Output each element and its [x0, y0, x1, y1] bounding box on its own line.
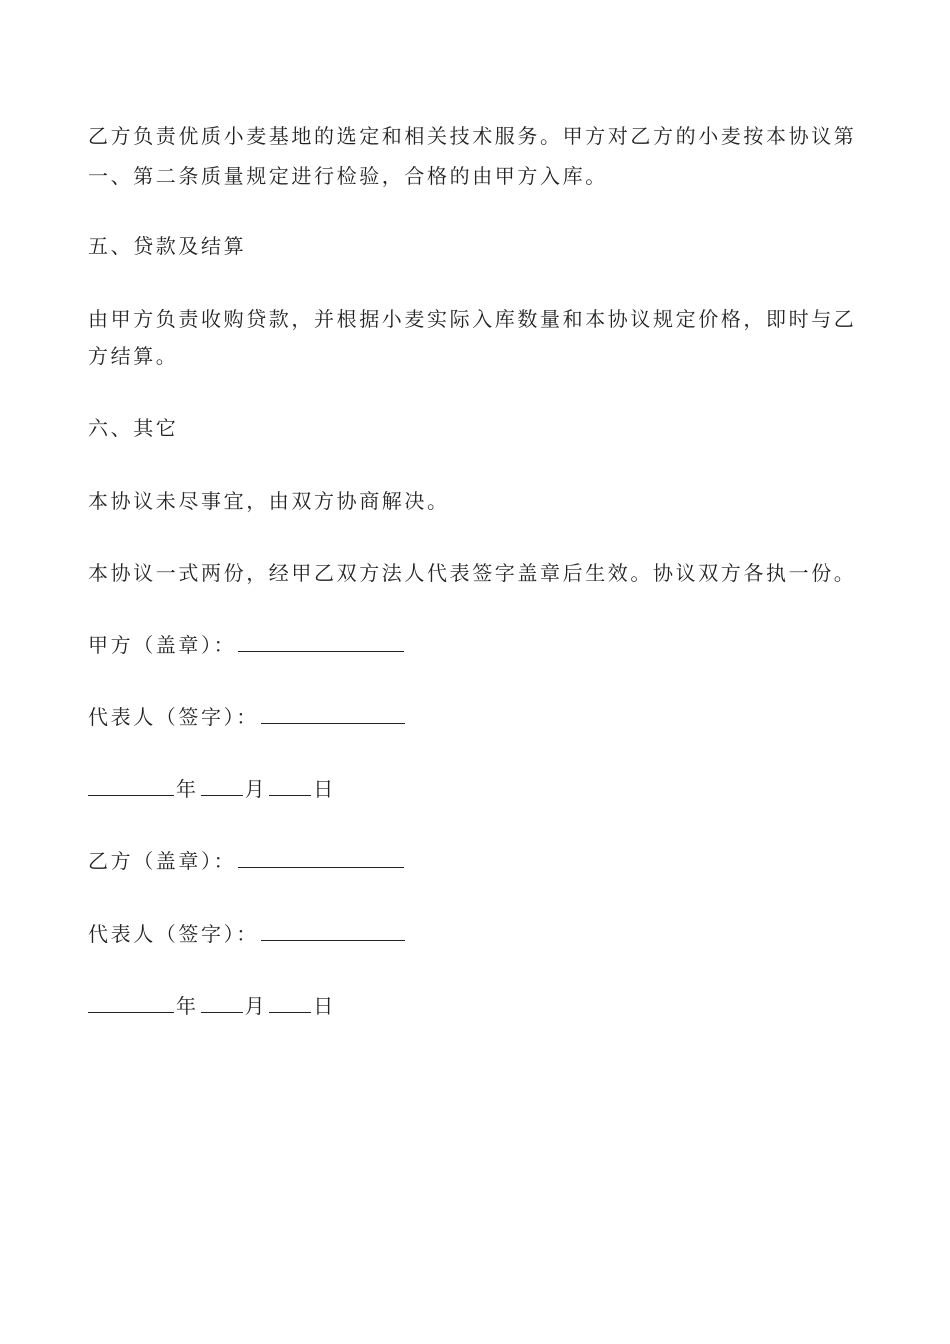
party-b-seal-blank — [238, 849, 404, 868]
party-a-year-label: 年 — [176, 777, 199, 801]
party-a-seal-blank — [238, 633, 404, 652]
party-b-month-blank — [201, 994, 243, 1013]
party-b-year-label: 年 — [176, 994, 199, 1018]
party-a-month-label: 月 — [244, 777, 268, 801]
party-a-rep-blank — [261, 705, 405, 724]
party-b-day-label: 日 — [313, 994, 336, 1018]
section5-heading: 五、贷款及结算 — [88, 234, 247, 258]
party-a-day-label: 日 — [313, 777, 336, 801]
party-b-rep-blank — [261, 922, 405, 941]
party-a-day-blank — [269, 777, 311, 796]
party-a-seal-row — [88, 632, 406, 658]
party-b-seal-label: 乙方（盖章）： — [88, 849, 237, 873]
section6-heading: 六、其它 — [88, 416, 179, 440]
party-a-date-row — [88, 776, 336, 802]
party-a-rep-row — [88, 704, 407, 730]
party-b-seal-row — [88, 848, 406, 874]
party-b-rep-label: 代表人（签字）： — [88, 922, 259, 946]
party-a-rep-label: 代表人（签字）： — [88, 705, 259, 729]
party-b-date-row — [88, 993, 336, 1019]
party-b-day-blank — [269, 994, 311, 1013]
section4-body-line1: 乙方负责优质小麦基地的选定和相关技术服务。甲方对乙方的小麦按本协议第 — [88, 124, 857, 148]
party-a-year-blank — [88, 777, 174, 796]
party-a-month-blank — [201, 777, 243, 796]
section5-body-line2: 方结算。 — [88, 344, 179, 368]
section6-body-2: 本协议一式两份，经甲乙双方法人代表签字盖章后生效。协议双方各执一份。 — [88, 561, 857, 585]
section4-body-line2: 一、第二条质量规定进行检验，合格的由甲方入库。 — [88, 164, 608, 188]
party-b-year-blank — [88, 994, 174, 1013]
party-b-month-label: 月 — [244, 994, 268, 1018]
party-b-rep-row — [88, 921, 407, 947]
party-a-seal-label: 甲方（盖章）： — [88, 633, 237, 657]
section6-body-1: 本协议未尽事宜，由双方协商解决。 — [88, 489, 450, 513]
section5-body-line1: 由甲方负责收购贷款，并根据小麦实际入库数量和本协议规定价格，即时与乙 — [88, 307, 857, 331]
